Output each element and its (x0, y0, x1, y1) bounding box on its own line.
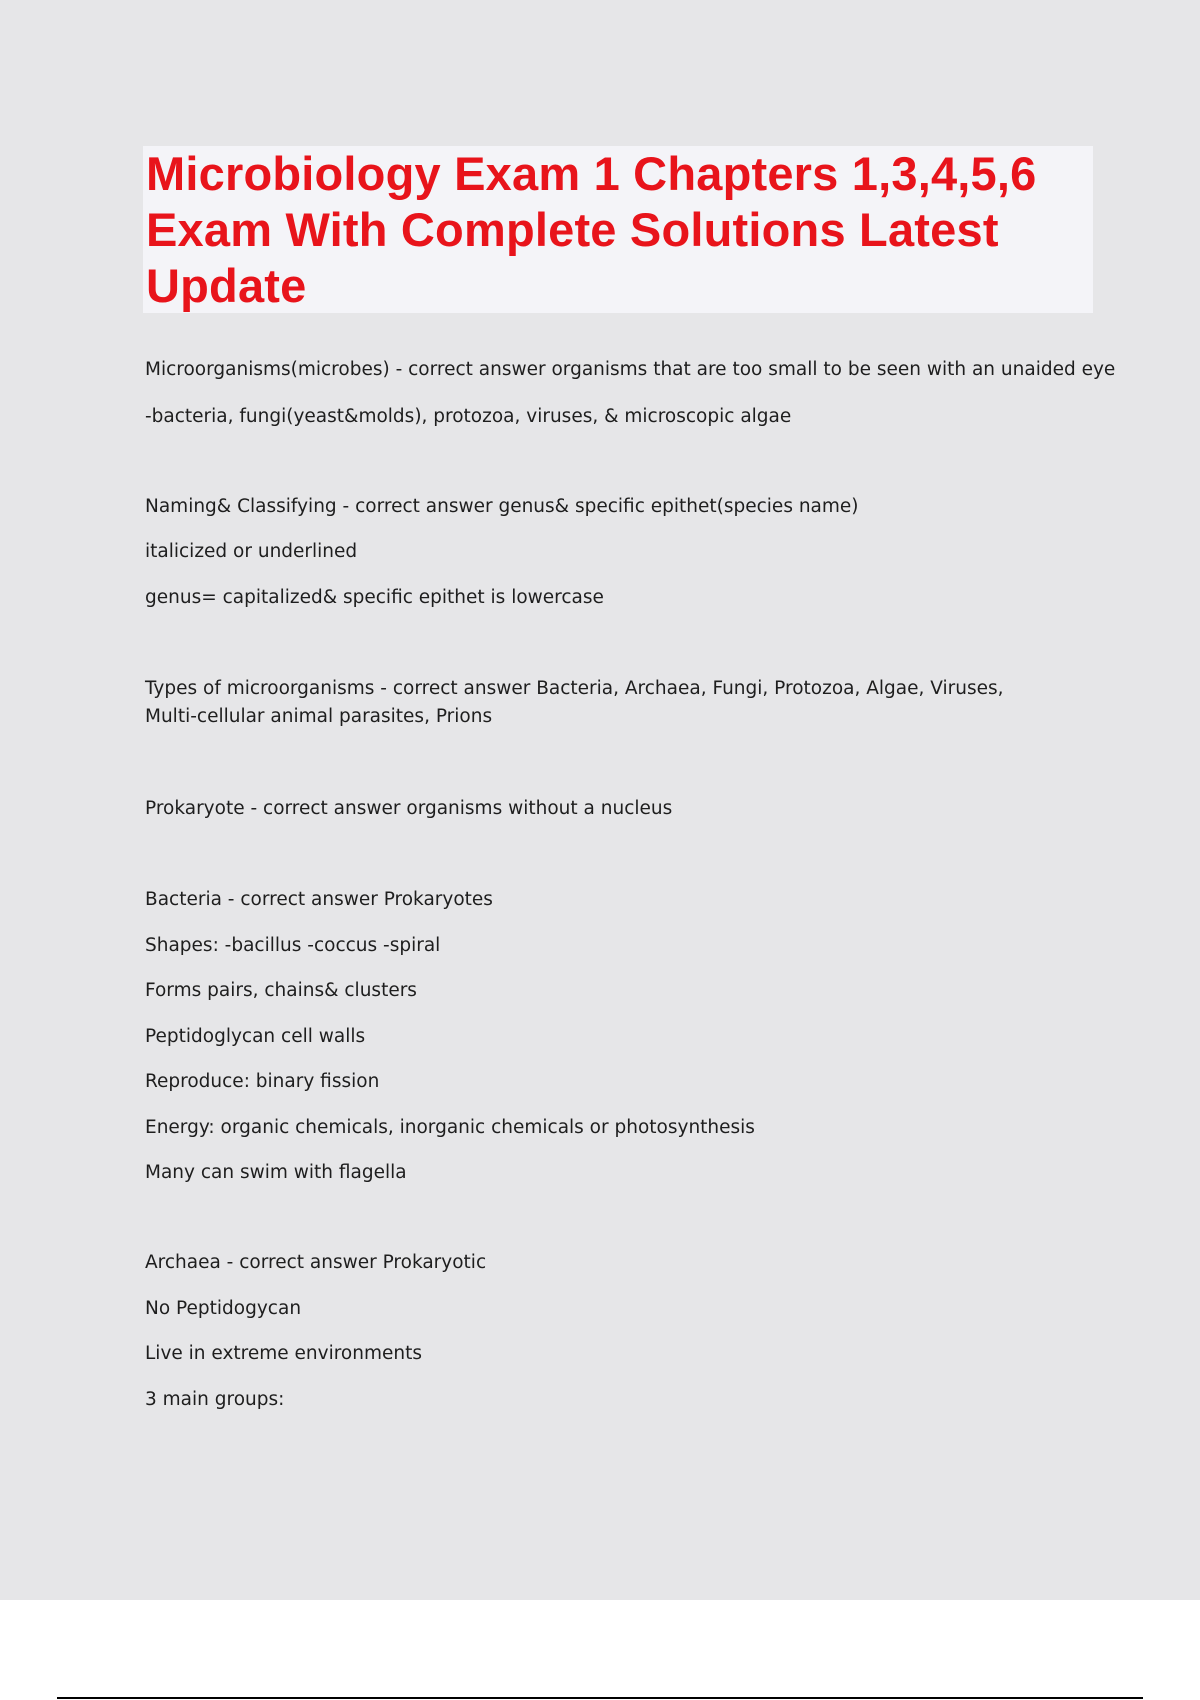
text-line: Archaea - correct answer Prokaryotic (145, 1252, 487, 1273)
title-block (143, 146, 1093, 313)
text-line: Shapes: -bacillus -coccus -spiral (145, 935, 441, 956)
text-line: -bacteria, fungi(yeast&molds), protozoa, viruses, & microscopic algae (145, 406, 792, 427)
text-line: Energy: organic chemicals, inorganic chemicals or photosynthesis (145, 1117, 755, 1138)
document-title: Microbiology Exam 1 Chapters 1,3,4,5,6 Exam With Complete Solutions Latest Update (146, 147, 1037, 312)
text-line: Types of microorganisms - correct answer Bacteria, Archaea, Fungi, Protozoa, Algae, Viruses, Multi-cellular animal parasites, Prions (145, 678, 1004, 727)
text-line: Bacteria - correct answer Prokaryotes (145, 889, 493, 910)
text-line: Peptidoglycan cell walls (145, 1026, 366, 1047)
text-line: Microorganisms(microbes) - correct answer organisms that are too small to be seen with an unaided eye (145, 359, 1116, 380)
text-line: italicized or underlined (145, 541, 358, 562)
text-line: Live in extreme environments (145, 1343, 422, 1364)
text-line: No Peptidogycan (145, 1298, 302, 1319)
text-line: 3 main groups: (145, 1389, 285, 1410)
text-line: Forms pairs, chains& clusters (145, 980, 417, 1001)
footer-divider (57, 1697, 1143, 1699)
text-line: genus= capitalized& specific epithet is lowercase (145, 587, 604, 608)
text-line: Many can swim with flagella (145, 1162, 407, 1183)
text-line: Naming& Classifying - correct answer genus& specific epithet(species name) (145, 496, 859, 517)
text-line: Reproduce: binary fission (145, 1071, 380, 1092)
text-line: Prokaryote - correct answer organisms without a nucleus (145, 798, 673, 819)
